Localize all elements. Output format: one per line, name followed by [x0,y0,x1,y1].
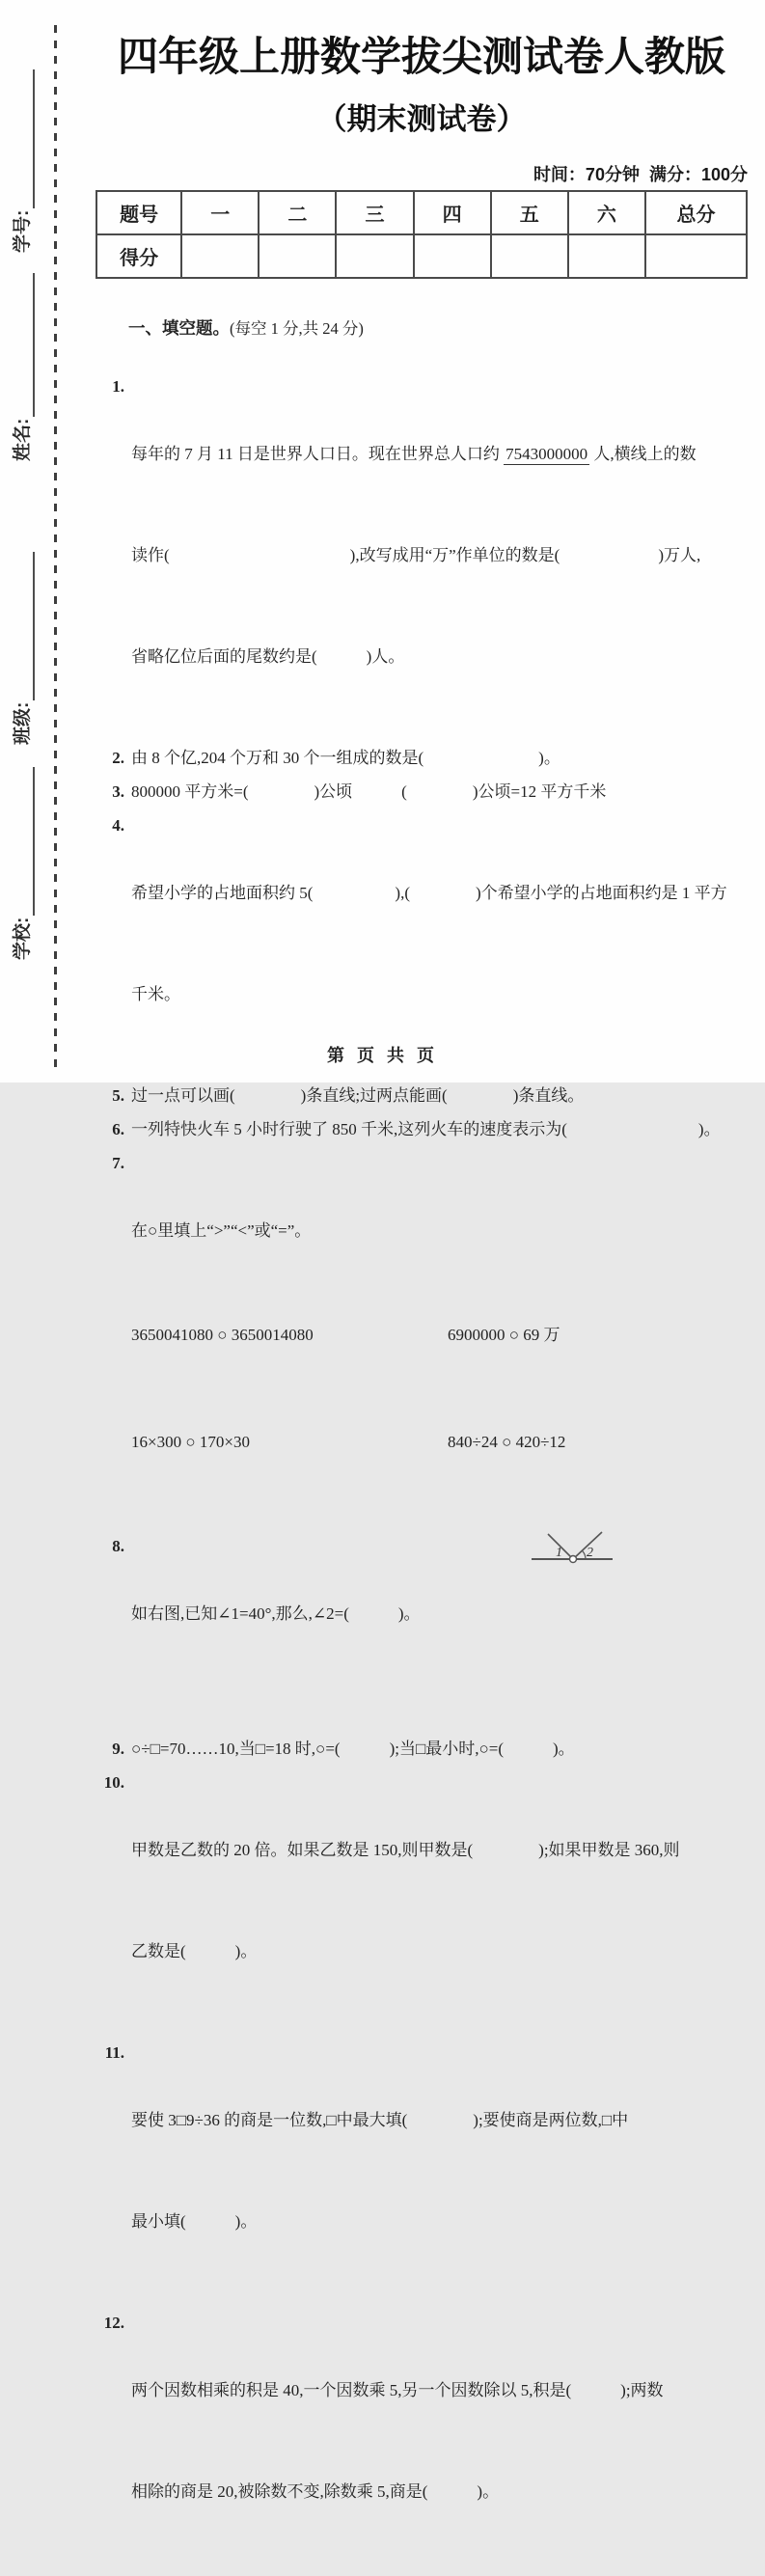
question-9-number: 9. [112,1740,124,1759]
q1-line1-text-b: 人,横线上的数 [589,445,697,464]
angle-diagram [529,1530,615,1567]
margin-field-school [12,767,35,960]
question-3-number: 3. [112,782,124,802]
score-table [96,190,748,279]
name-blank-line [17,273,35,417]
question-11-number: 11. [104,2043,124,2063]
question-6 [96,1112,748,1146]
page-footer: 第 页 共 页 [326,1046,438,1065]
student-id-label: 学号: [13,209,33,253]
vertex-circle [570,1556,577,1563]
q1-line1-text-a: 每年的 7 月 11 日是世界人口日。现在世界总人口约 [131,445,505,464]
question-8 [96,1529,748,1732]
q10-line1: 甲数是乙数的 20 倍。如果乙数是 150,则甲数是( );如果甲数是 360,则 [131,1841,680,1860]
score-row-label: 得分 [96,234,181,278]
score-cell-2 [259,234,336,278]
question-10 [96,1766,748,2036]
question-9 [96,1732,748,1766]
q7-comparison-row-2 [131,1422,748,1462]
score-cell-3 [336,234,413,278]
q1-line1 [131,437,748,471]
q7-line1: 在○里填上“>”“<”或“=”。 [131,1221,312,1241]
score-header-5: 五 [491,191,568,234]
question-12 [96,2306,748,2576]
score-cell-total [645,234,747,278]
margin-field-student-id [12,69,35,253]
fill-in-section [96,288,748,2576]
question-5-number: 5. [112,1086,124,1106]
q9-line1: ○÷□=70……10,当□=18 时,○=( );当□最小时,○=( )。 [131,1740,575,1759]
q1-underlined-number: 7543000000 [505,445,588,464]
question-1 [96,370,748,741]
score-table-header-row [96,191,747,234]
question-6-number: 6. [112,1120,124,1139]
q7-compare-1-left: 3650041080 ○ 3650014080 [131,1326,314,1345]
section-heading-title: 一、填空题。 [128,318,230,339]
q10-line2: 乙数是( )。 [131,1942,258,1961]
q8-line1: 如右图,已知∠1=40°,那么,∠2=( )。 [131,1604,421,1624]
q7-comparison-row-1 [131,1315,748,1355]
q5-line1: 过一点可以画( )条直线;过两点能画( )条直线。 [131,1086,585,1106]
q2-line1: 由 8 个亿,204 个万和 30 个一组成的数是( )。 [131,749,560,768]
q7-compare-2-right: 840÷24 ○ 420÷12 [448,1433,566,1452]
student-id-blank-line [17,69,35,208]
q4-line1: 希望小学的占地面积约 5( ),( )个希望小学的占地面积约是 1 平方 [131,884,727,903]
q7-compare-1-right: 6900000 ○ 69 万 [448,1326,560,1345]
score-cell-5 [491,234,568,278]
question-3 [96,775,748,808]
question-11 [96,2036,748,2306]
score-header-total: 总分 [645,191,747,234]
q4-line2: 千米。 [131,985,180,1004]
angle-2-label: 2 [587,1546,593,1561]
section-heading [96,288,748,370]
q11-line2: 最小填( )。 [131,2212,258,2232]
question-2 [96,741,748,775]
question-1-number: 1. [112,377,124,397]
score-header-tihao: 题号 [96,191,181,234]
paper-subtitle: （期末测试卷） [316,102,527,137]
question-4 [96,808,748,1079]
school-label: 学校: [13,917,33,960]
class-label: 班级: [13,701,33,745]
margin-field-class [12,552,35,745]
score-header-4: 四 [414,191,491,234]
question-2-number: 2. [112,749,124,768]
question-10-number: 10. [103,1773,124,1793]
question-1-body [131,370,748,741]
score-header-6: 六 [568,191,645,234]
q1-line3: 省略亿位后面的尾数约是( )人。 [131,647,405,667]
question-7 [96,1146,748,1529]
question-7-number: 7. [112,1154,124,1173]
score-header-1: 一 [181,191,259,234]
margin-field-name [12,273,35,461]
q11-line1: 要使 3□9÷36 的商是一位数,□中最大填( );要使商是两位数,□中 [131,2111,629,2130]
q1-line2: 读作( ),改写成用“万”作单位的数是( )万人, [131,546,701,565]
q6-line1: 一列特快火车 5 小时行驶了 850 千米,这列火车的速度表示为( )。 [131,1120,721,1139]
score-cell-1 [181,234,259,278]
q3-line1: 800000 平方米=( )公顷 ( )公顷=12 平方千米 [131,782,607,802]
question-8-number: 8. [112,1537,124,1556]
section-heading-points: (每空 1 分,共 24 分) [230,319,364,339]
time-and-score-info: 时间：70分钟 满分：100分 [533,165,748,185]
paper-title: 四年级上册数学拔尖测试卷人教版 [117,34,725,79]
angle-1-label: 1 [556,1546,562,1561]
q7-compare-2-left: 16×300 ○ 170×30 [131,1433,250,1452]
q12-line1: 两个因数相乘的积是 40,一个因数乘 5,另一个因数除以 5,积是( );两数 [131,2381,664,2400]
score-header-3: 三 [336,191,413,234]
score-header-2: 二 [259,191,336,234]
class-blank-line [17,552,35,700]
school-blank-line [17,767,35,916]
binding-dashed-line [54,25,57,1069]
question-12-number: 12. [103,2314,124,2333]
question-4-number: 4. [112,816,124,836]
q12-line2: 相除的商是 20,被除数不变,除数乘 5,商是( )。 [131,2482,500,2502]
score-cell-6 [568,234,645,278]
score-cell-4 [414,234,491,278]
question-5 [96,1079,748,1112]
name-label: 姓名: [13,418,33,461]
paper-content [96,29,748,2576]
score-table-score-row [96,234,747,278]
